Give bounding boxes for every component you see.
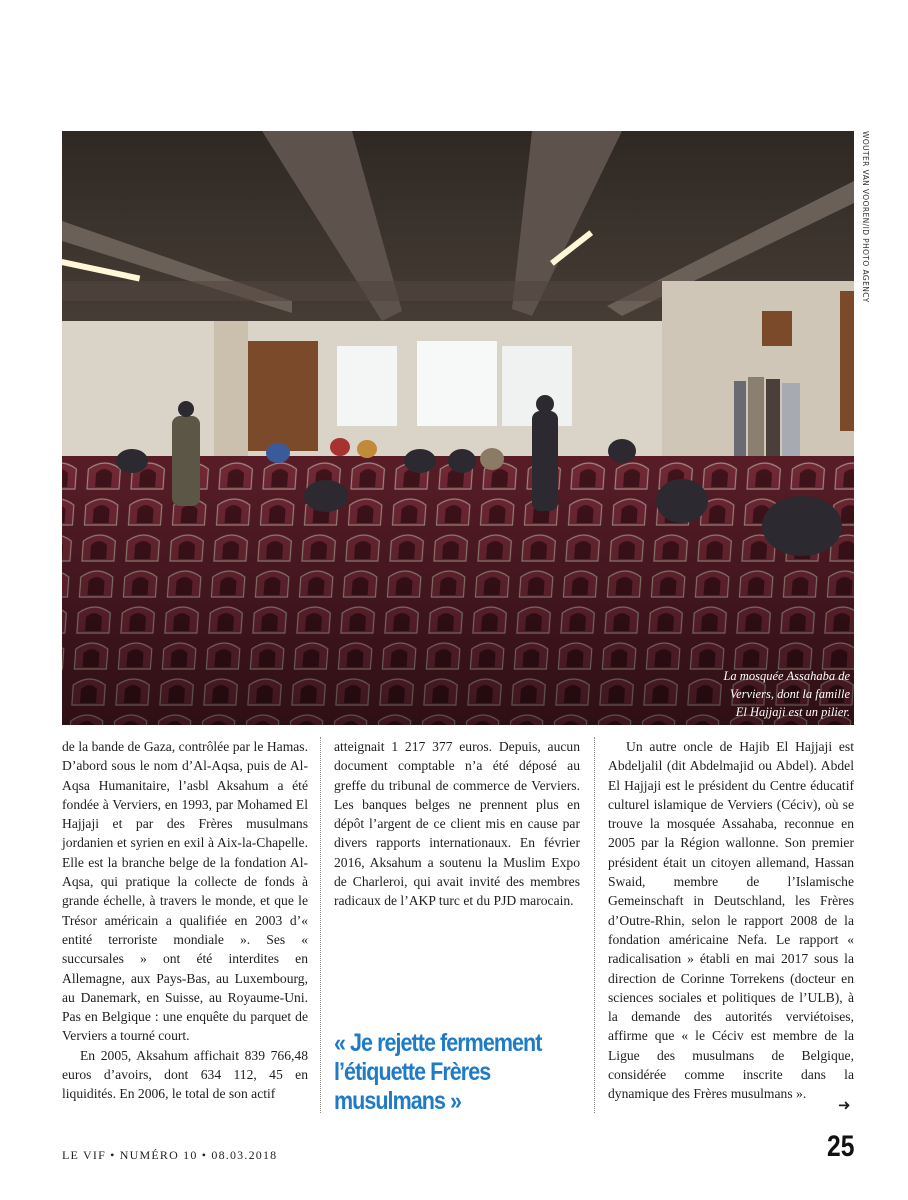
caption-line: El Hajjaji est un pilier. [735,705,850,719]
paragraph: Un autre oncle de Hajib El Hajjaji est Abdeljalil (dit Abdelmajid ou Abdel). Abdel El Hajjaji est le président du Centre éducatif culturel islamique de Verviers (Céciv), où se trouve la mosquée Assahaba, reconnue en 2005 par la Région wallonne. Son premier président était un citoyen allemand, Hassan Swaid, membre de l’Islamische Gemeinschaft in Deutschland, les Frères d’Outre-Rhin, selon le rapport 2008 de la fondation américaine Nefa. Le rapport « radicalisation » établi en mai 2017 sous la direction de Corinne Torrekens (docteur en sciences sociales et politiques de l’ULB), à la demande des autorités verviétoises, affirme que « le Céciv est membre de la Ligue des musulmans de Belgique, considérée comme inscrite dans la dynamique des Frères musulmans ». [608,739,854,1102]
pull-quote [334,1029,583,1116]
column-divider [594,737,595,1113]
continue-arrow-icon: ➜ [838,1096,851,1114]
caption-line: La mosquée Assahaba de [723,669,850,683]
article-column-1 [62,737,308,1104]
photo-credit: WOUTER VAN VOOREN/ID PHOTO AGENCY [861,131,870,303]
pull-quote-line: musulmans » [334,1087,462,1115]
paragraph: de la bande de Gaza, contrôlée par le Hamas. D’abord sous le nom d’Al-Aqsa, puis de Al-Aqsa Humanitaire, l’asbl Aksahum a été fondée à Verviers, en 1993, par Mohamed El Hajjaji et par des Frères musulmans jordanien et syrien en exil à Aix-la-Chapelle. Elle est la branche belge de la fondation Al-Aqsa, qui pratique la collecte de fonds à grande échelle, à travers le monde, et que le Trésor américain a qualifiée en 2003 d’« entité terroriste mondiale ». Ses « succursales » ont été interdites en Allemagne, aux Pays-Bas, au Luxembourg, au Danemark, en Suisse, au Royaume-Uni. Pas en Belgique : une enquête du parquet de Verviers a tourné court. [62,739,308,1044]
publication-footer: LE VIF • NUMÉRO 10 • 08.03.2018 [62,1148,278,1162]
pull-quote-line: « Je rejette fermement [334,1029,542,1057]
photo-caption [670,667,850,721]
article-column-2 [334,737,580,911]
caption-line: Verviers, dont la famille [729,687,850,701]
pull-quote-line: l’étiquette Frères [334,1058,491,1086]
column-divider [320,737,321,1113]
mosque-photo [62,131,854,725]
paragraph: En 2005, Aksahum affichait 839 766,48 euros d’avoirs, dont 634 112, 45 en liquidités. En 2006, le total de son actif [62,1047,308,1102]
paragraph: atteignait 1 217 377 euros. Depuis, aucun document comptable n’a été déposé au greffe du tribunal de commerce de Verviers. Les banques belges ne prennent plus en dépôt l’argent de ce client mis en cause par divers rapports internationaux. En février 2016, Aksahum a soutenu la Muslim Expo de Charleroi, qui avait invité des membres radicaux de l’AKP turc et du PJD marocain. [334,739,580,909]
article-column-3 [608,737,854,1104]
page-number: 25 [826,1130,854,1163]
